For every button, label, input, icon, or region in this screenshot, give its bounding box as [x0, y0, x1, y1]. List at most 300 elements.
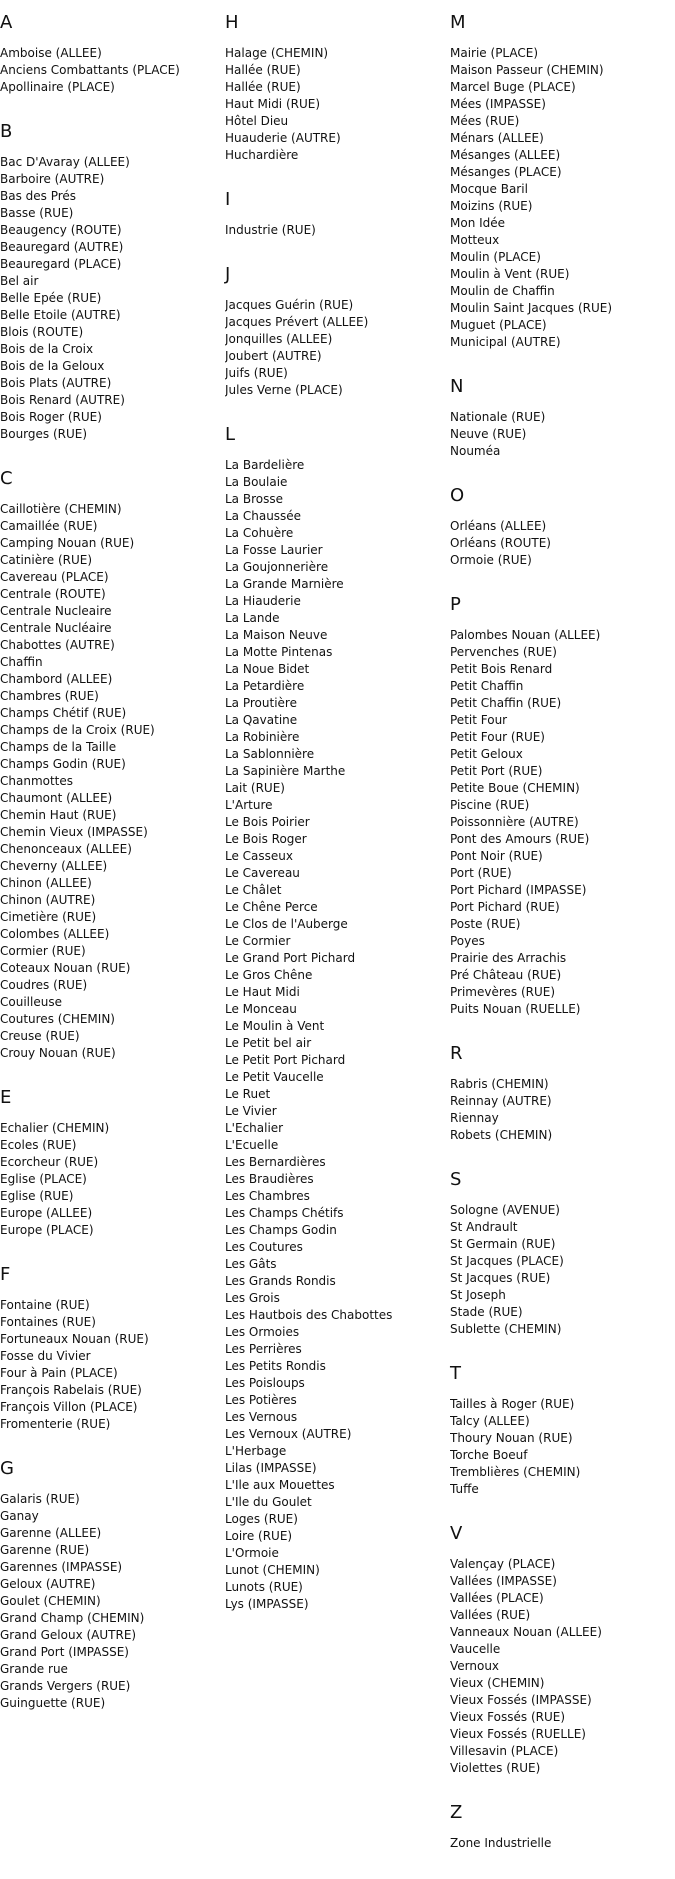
street-name: St Andrault: [450, 1220, 518, 1234]
street-name: Vaucelle: [450, 1642, 501, 1656]
street-name: Vallées (IMPASSE): [450, 1574, 557, 1588]
letter-section: [450, 1804, 674, 1852]
street-name: Les Vernoux (AUTRE): [225, 1427, 352, 1441]
street-name: La Proutière: [225, 696, 297, 710]
letter-section: [0, 14, 224, 96]
street-name: Beauregard (PLACE): [0, 257, 122, 271]
street-name: Les Perrières: [225, 1342, 302, 1356]
street-list: [450, 1556, 674, 1777]
street-name: St Joseph: [450, 1288, 506, 1302]
street-name: Palombes Nouan (ALLEE): [450, 628, 601, 642]
street-name: Garennes (IMPASSE): [0, 1560, 123, 1574]
letter-section: [225, 191, 449, 239]
street-name: Ecorcheur (RUE): [0, 1155, 99, 1169]
street-name: Pervenches (RUE): [450, 645, 557, 659]
street-name: Poyes: [450, 934, 485, 948]
street-name: Coutures (CHEMIN): [0, 1012, 115, 1026]
street-name: Les Ormoies: [225, 1325, 300, 1339]
street-name: Le Petit Vaucelle: [225, 1070, 324, 1084]
street-name: Centrale Nucleaire: [0, 604, 112, 618]
street-name: Jacques Guérin (RUE): [225, 298, 354, 312]
street-name: L'Ile du Goulet: [225, 1495, 312, 1509]
street-name: Bois Renard (AUTRE): [0, 393, 125, 407]
street-list: [450, 1396, 674, 1498]
street-name: Prairie des Arrachis: [450, 951, 567, 965]
street-name: L'Ecuelle: [225, 1138, 279, 1152]
street-name: La Robinière: [225, 730, 300, 744]
street-name: Lait (RUE): [225, 781, 285, 795]
street-name: Le Chêne Perce: [225, 900, 318, 914]
street-list: [450, 518, 674, 569]
street-name: Cheverny (ALLEE): [0, 859, 108, 873]
street-name: Hallée (RUE): [225, 63, 301, 77]
street-name: Moulin à Vent (RUE): [450, 267, 570, 281]
street-name: Stade (RUE): [450, 1305, 523, 1319]
street-name: Coudres (RUE): [0, 978, 88, 992]
street-name: Le Moulin à Vent: [225, 1019, 325, 1033]
letter-section: [225, 14, 449, 164]
street-name: Motteux: [450, 233, 500, 247]
street-name: Nouméa: [450, 444, 501, 458]
street-name: Chemin Vieux (IMPASSE): [0, 825, 148, 839]
street-name: Les Chambres: [225, 1189, 310, 1203]
street-name: Fosse du Vivier: [0, 1349, 91, 1363]
street-name: Zone Industrielle: [450, 1836, 552, 1850]
street-name: Centrale Nucléaire: [0, 621, 112, 635]
street-name: La Bardelière: [225, 458, 305, 472]
street-name: Les Champs Chétifs: [225, 1206, 344, 1220]
street-list: [0, 501, 224, 1062]
street-list: [225, 45, 449, 164]
letter-section: [0, 123, 224, 443]
street-name: Bel air: [0, 274, 39, 288]
street-name: La Goujonnerière: [225, 560, 329, 574]
street-name: Fontaines (RUE): [0, 1315, 96, 1329]
street-name: Pont des Amours (RUE): [450, 832, 590, 846]
street-name: L'Echalier: [225, 1121, 284, 1135]
street-name: St Jacques (RUE): [450, 1271, 551, 1285]
street-name: Goulet (CHEMIN): [0, 1594, 101, 1608]
street-name: Le Haut Midi: [225, 985, 300, 999]
street-name: St Jacques (PLACE): [450, 1254, 564, 1268]
street-list: [225, 457, 449, 1613]
section-letter-heading: M: [450, 12, 466, 33]
street-name: L'Arture: [225, 798, 273, 812]
letter-section: [450, 14, 674, 351]
street-name: Champs de la Croix (RUE): [0, 723, 155, 737]
street-name: Geloux (AUTRE): [0, 1577, 96, 1591]
street-name: Huauderie (AUTRE): [225, 131, 341, 145]
street-name: Mon Idée: [450, 216, 506, 230]
street-name: Grand Geloux (AUTRE): [0, 1628, 137, 1642]
section-letter-heading: I: [225, 189, 231, 210]
street-name: La Hiauderie: [225, 594, 301, 608]
street-name: Tremblières (CHEMIN): [450, 1465, 581, 1479]
letter-section: [0, 1089, 224, 1239]
street-name: Les Grois: [225, 1291, 280, 1305]
street-name: Vernoux: [450, 1659, 500, 1673]
street-list: [450, 45, 674, 351]
street-name: Orléans (ROUTE): [450, 536, 551, 550]
street-name: Les Coutures: [225, 1240, 303, 1254]
street-name: Crouy Nouan (RUE): [0, 1046, 116, 1060]
street-name: Municipal (AUTRE): [450, 335, 561, 349]
letter-section: [225, 426, 449, 1613]
street-name: Ménars (ALLEE): [450, 131, 544, 145]
street-list: [0, 1120, 224, 1239]
street-name: Valençay (PLACE): [450, 1557, 556, 1571]
letter-section: [450, 1171, 674, 1338]
street-name: Garenne (ALLEE): [0, 1526, 102, 1540]
section-letter-heading: S: [450, 1169, 462, 1190]
street-name: Petit Four: [450, 713, 508, 727]
street-name: Violettes (RUE): [450, 1761, 541, 1775]
street-name: Beaugency (ROUTE): [0, 223, 122, 237]
street-name: La Lande: [225, 611, 280, 625]
index-column-3: [450, 14, 674, 1879]
street-name: Port (RUE): [450, 866, 512, 880]
street-list: [0, 1491, 224, 1712]
street-name: Les Gâts: [225, 1257, 277, 1271]
street-name: Chemin Haut (RUE): [0, 808, 117, 822]
letter-section: [450, 1045, 674, 1144]
street-name: Vieux Fossés (RUE): [450, 1710, 566, 1724]
street-name: Europe (ALLEE): [0, 1206, 93, 1220]
section-letter-heading: H: [225, 12, 239, 33]
street-name: La Fosse Laurier: [225, 543, 323, 557]
street-name: Les Bernardières: [225, 1155, 326, 1169]
street-name: Eglise (RUE): [0, 1189, 74, 1203]
street-name: Talcy (ALLEE): [450, 1414, 530, 1428]
street-name: Mocque Baril: [450, 182, 528, 196]
street-name: La Noue Bidet: [225, 662, 310, 676]
letter-section: [0, 1266, 224, 1433]
street-name: Tailles à Roger (RUE): [450, 1397, 575, 1411]
street-name: Les Hautbois des Chabottes: [225, 1308, 393, 1322]
section-letter-heading: O: [450, 485, 465, 506]
street-name: Bois de la Geloux: [0, 359, 105, 373]
street-name: Belle Etoile (AUTRE): [0, 308, 121, 322]
street-name: Vieux Fossés (IMPASSE): [450, 1693, 592, 1707]
street-name: Piscine (RUE): [450, 798, 530, 812]
letter-section: [225, 266, 449, 399]
street-name: Joubert (AUTRE): [225, 349, 322, 363]
street-name: Fortuneaux Nouan (RUE): [0, 1332, 149, 1346]
street-name: Nationale (RUE): [450, 410, 546, 424]
street-name: Colombes (ALLEE): [0, 927, 110, 941]
letter-section: [450, 378, 674, 460]
street-name: Cormier (RUE): [0, 944, 86, 958]
street-name: Chinon (ALLEE): [0, 876, 92, 890]
street-name: Hôtel Dieu: [225, 114, 289, 128]
street-name: Neuve (RUE): [450, 427, 527, 441]
street-name: Chambord (ALLEE): [0, 672, 113, 686]
street-name: Galaris (RUE): [0, 1492, 80, 1506]
street-name: L'Herbage: [225, 1444, 287, 1458]
street-name: Mésanges (ALLEE): [450, 148, 561, 162]
street-name: Moulin de Chaffin: [450, 284, 555, 298]
street-name: Mées (RUE): [450, 114, 520, 128]
street-name: Petite Boue (CHEMIN): [450, 781, 580, 795]
street-name: Chanmottes: [0, 774, 74, 788]
street-name: Les Grands Rondis: [225, 1274, 336, 1288]
street-name: Loges (RUE): [225, 1512, 298, 1526]
street-name: Pont Noir (RUE): [450, 849, 543, 863]
street-name: Amboise (ALLEE): [0, 46, 102, 60]
street-name: François Rabelais (RUE): [0, 1383, 142, 1397]
street-name: La Maison Neuve: [225, 628, 328, 642]
street-name: Tuffe: [450, 1482, 479, 1496]
street-name: Bois Roger (RUE): [0, 410, 102, 424]
street-name: La Petardière: [225, 679, 305, 693]
street-name: Moulin Saint Jacques (RUE): [450, 301, 613, 315]
street-name: La Cohuère: [225, 526, 294, 540]
street-name: Ormoie (RUE): [450, 553, 532, 567]
street-name: Mairie (PLACE): [450, 46, 539, 60]
street-name: Le Petit bel air: [225, 1036, 312, 1050]
street-name: Vanneaux Nouan (ALLEE): [450, 1625, 602, 1639]
index-column-2: [225, 14, 449, 1640]
street-name: St Germain (RUE): [450, 1237, 556, 1251]
street-name: Fontaine (RUE): [0, 1298, 90, 1312]
street-name: Couilleuse: [0, 995, 62, 1009]
street-name: Camping Nouan (RUE): [0, 536, 135, 550]
street-name: Four à Pain (PLACE): [0, 1366, 118, 1380]
street-name: Coteaux Nouan (RUE): [0, 961, 131, 975]
street-name: Le Clos de l'Auberge: [225, 917, 348, 931]
street-name: Creuse (RUE): [0, 1029, 80, 1043]
street-name: Reinnay (AUTRE): [450, 1094, 552, 1108]
street-name: Petit Chaffin: [450, 679, 524, 693]
letter-section: [450, 1365, 674, 1498]
street-name: Caillotière (CHEMIN): [0, 502, 122, 516]
street-name: Marcel Buge (PLACE): [450, 80, 576, 94]
street-name: Petit Port (RUE): [450, 764, 543, 778]
street-name: Champs de la Taille: [0, 740, 117, 754]
section-letter-heading: Z: [450, 1802, 463, 1823]
street-name: Le Châlet: [225, 883, 282, 897]
street-name: L'Ormoie: [225, 1546, 279, 1560]
street-name: Vieux (CHEMIN): [450, 1676, 545, 1690]
street-name: Port Pichard (IMPASSE): [450, 883, 587, 897]
street-name: Primevères (RUE): [450, 985, 556, 999]
section-letter-heading: F: [0, 1264, 11, 1285]
street-name: Juifs (RUE): [225, 366, 288, 380]
street-name: Maison Passeur (CHEMIN): [450, 63, 604, 77]
street-name: Les Braudières: [225, 1172, 314, 1186]
letter-section: [0, 1460, 224, 1712]
street-name: L'Ile aux Mouettes: [225, 1478, 335, 1492]
street-name: Eglise (PLACE): [0, 1172, 87, 1186]
street-list: [450, 1202, 674, 1338]
street-name: Le Ruet: [225, 1087, 271, 1101]
section-letter-heading: C: [0, 468, 13, 489]
section-letter-heading: A: [0, 12, 13, 33]
section-letter-heading: N: [450, 376, 464, 397]
street-list: [450, 409, 674, 460]
street-name: Bois Plats (AUTRE): [0, 376, 112, 390]
section-letter-heading: T: [450, 1363, 461, 1384]
street-name: Huchardière: [225, 148, 299, 162]
street-name: Lilas (IMPASSE): [225, 1461, 317, 1475]
street-name: Puits Nouan (RUELLE): [450, 1002, 581, 1016]
street-name: Beauregard (AUTRE): [0, 240, 124, 254]
street-name: Ecoles (RUE): [0, 1138, 77, 1152]
section-letter-heading: P: [450, 594, 461, 615]
street-name: Mésanges (PLACE): [450, 165, 562, 179]
section-letter-heading: J: [225, 264, 231, 285]
street-name: Poste (RUE): [450, 917, 521, 931]
street-name: Le Bois Poirier: [225, 815, 310, 829]
street-name: Petit Geloux: [450, 747, 523, 761]
street-name: La Qavatine: [225, 713, 298, 727]
street-name: Grands Vergers (RUE): [0, 1679, 131, 1693]
letter-section: [0, 470, 224, 1062]
street-name: Anciens Combattants (PLACE): [0, 63, 180, 77]
street-name: Industrie (RUE): [225, 223, 316, 237]
street-name: La Grande Marnière: [225, 577, 344, 591]
street-name: Lunots (RUE): [225, 1580, 303, 1594]
section-letter-heading: R: [450, 1043, 463, 1064]
street-name: Rabris (CHEMIN): [450, 1077, 549, 1091]
section-letter-heading: V: [450, 1523, 463, 1544]
street-name: Ganay: [0, 1509, 39, 1523]
street-name: Champs Godin (RUE): [0, 757, 126, 771]
street-list: [450, 1835, 674, 1852]
street-name: Guinguette (RUE): [0, 1696, 106, 1710]
index-column-1: [0, 14, 224, 1739]
street-name: Halage (CHEMIN): [225, 46, 329, 60]
street-name: Jules Verne (PLACE): [225, 383, 343, 397]
street-name: Apollinaire (PLACE): [0, 80, 115, 94]
street-name: La Sapinière Marthe: [225, 764, 346, 778]
section-letter-heading: L: [225, 424, 236, 445]
street-name: Catinière (RUE): [0, 553, 93, 567]
street-name: Lunot (CHEMIN): [225, 1563, 320, 1577]
street-name: Le Monceau: [225, 1002, 297, 1016]
street-name: Robets (CHEMIN): [450, 1128, 553, 1142]
street-name: Camaillée (RUE): [0, 519, 98, 533]
street-name: Bas des Prés: [0, 189, 77, 203]
street-name: Centrale (ROUTE): [0, 587, 106, 601]
street-name: Torche Boeuf: [450, 1448, 528, 1462]
street-name: Blois (ROUTE): [0, 325, 84, 339]
street-name: Cimetière (RUE): [0, 910, 97, 924]
street-list: [225, 222, 449, 239]
street-name: Europe (PLACE): [0, 1223, 94, 1237]
street-name: Garenne (RUE): [0, 1543, 90, 1557]
street-name: Chinon (AUTRE): [0, 893, 96, 907]
street-name: Champs Chétif (RUE): [0, 706, 127, 720]
street-name: La Boulaie: [225, 475, 288, 489]
street-name: Jonquilles (ALLEE): [225, 332, 333, 346]
street-name: Le Cormier: [225, 934, 291, 948]
street-name: Bois de la Croix: [0, 342, 94, 356]
section-letter-heading: G: [0, 1458, 14, 1479]
street-name: Grand Champ (CHEMIN): [0, 1611, 145, 1625]
street-name: Chabottes (AUTRE): [0, 638, 115, 652]
street-name: Moulin (PLACE): [450, 250, 541, 264]
street-name: Pré Château (RUE): [450, 968, 562, 982]
street-name: Muguet (PLACE): [450, 318, 547, 332]
street-name: Petit Chaffin (RUE): [450, 696, 562, 710]
street-name: Les Petits Rondis: [225, 1359, 326, 1373]
street-name: Haut Midi (RUE): [225, 97, 321, 111]
street-name: Cavereau (PLACE): [0, 570, 109, 584]
street-name: Moizins (RUE): [450, 199, 533, 213]
street-name: Poissonnière (AUTRE): [450, 815, 579, 829]
street-name: Le Gros Chêne: [225, 968, 313, 982]
street-name: Grande rue: [0, 1662, 68, 1676]
street-name: Petit Bois Renard: [450, 662, 553, 676]
street-name: Bourges (RUE): [0, 427, 88, 441]
street-name: Loire (RUE): [225, 1529, 293, 1543]
street-name: La Motte Pintenas: [225, 645, 333, 659]
street-name: Le Casseux: [225, 849, 293, 863]
street-list: [225, 297, 449, 399]
street-name: Orléans (ALLEE): [450, 519, 547, 533]
street-list: [0, 45, 224, 96]
street-name: Echalier (CHEMIN): [0, 1121, 110, 1135]
street-name: Jacques Prévert (ALLEE): [225, 315, 369, 329]
street-name: Le Cavereau: [225, 866, 300, 880]
street-name: Barboire (AUTRE): [0, 172, 105, 186]
street-name: Fromenterie (RUE): [0, 1417, 111, 1431]
street-list: [0, 1297, 224, 1433]
street-name: Riennay: [450, 1111, 499, 1125]
street-name: Les Vernous: [225, 1410, 298, 1424]
street-list: [0, 154, 224, 443]
street-name: La Brosse: [225, 492, 283, 506]
street-name: Le Vivier: [225, 1104, 277, 1118]
street-name: Grand Port (IMPASSE): [0, 1645, 129, 1659]
street-name: Le Bois Roger: [225, 832, 307, 846]
letter-section: [450, 596, 674, 1018]
street-name: La Chaussée: [225, 509, 302, 523]
street-name: Belle Epée (RUE): [0, 291, 102, 305]
street-name: Lys (IMPASSE): [225, 1597, 309, 1611]
street-name: Chenonceaux (ALLEE): [0, 842, 132, 856]
street-name: Port Pichard (RUE): [450, 900, 560, 914]
street-name: Les Champs Godin: [225, 1223, 337, 1237]
street-name: Villesavin (PLACE): [450, 1744, 559, 1758]
street-name: Le Petit Port Pichard: [225, 1053, 346, 1067]
street-name: Bac D'Avaray (ALLEE): [0, 155, 130, 169]
street-name: Chaffin: [0, 655, 43, 669]
street-name: Mées (IMPASSE): [450, 97, 546, 111]
street-name: Les Potières: [225, 1393, 297, 1407]
street-name: Les Poisloups: [225, 1376, 305, 1390]
letter-section: [450, 487, 674, 569]
street-name: Sublette (CHEMIN): [450, 1322, 562, 1336]
street-name: Petit Four (RUE): [450, 730, 545, 744]
street-list: [450, 1076, 674, 1144]
street-name: Chambres (RUE): [0, 689, 99, 703]
street-name: Sologne (AVENUE): [450, 1203, 560, 1217]
street-name: Thoury Nouan (RUE): [450, 1431, 573, 1445]
letter-section: [450, 1525, 674, 1777]
street-name: Hallée (RUE): [225, 80, 301, 94]
section-letter-heading: E: [0, 1087, 12, 1108]
section-letter-heading: B: [0, 121, 13, 142]
street-list: [450, 627, 674, 1018]
street-name: Chaumont (ALLEE): [0, 791, 113, 805]
street-name: Vallées (RUE): [450, 1608, 531, 1622]
street-name: François Villon (PLACE): [0, 1400, 138, 1414]
street-name: La Sablonnière: [225, 747, 315, 761]
street-name: Le Grand Port Pichard: [225, 951, 356, 965]
street-name: Vieux Fossés (RUELLE): [450, 1727, 586, 1741]
